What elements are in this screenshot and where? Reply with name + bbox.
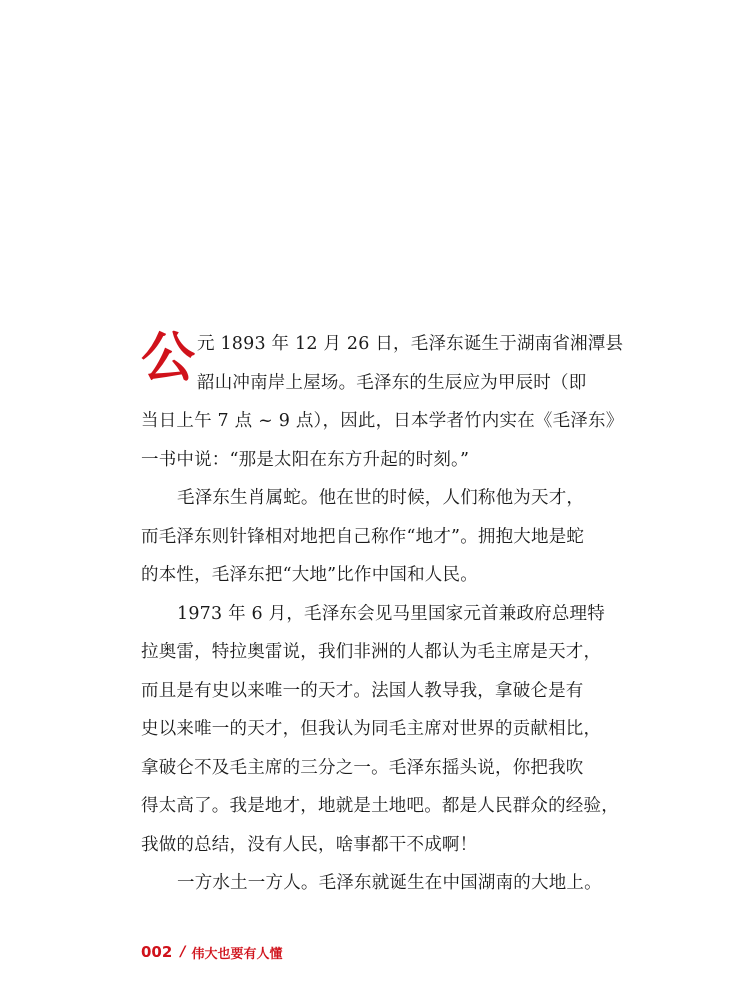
text-line: 而毛泽东则针锋相对地把自己称作“地才”。拥抱大地是蛇: [141, 526, 585, 547]
text-line: 当日上午 7 点 ~ 9 点），因此，日本学者竹内实在《毛泽东》: [141, 411, 624, 431]
text-line: 元 1893 年 12 月 26 日，毛泽东诞生于湖南省湘潭县: [197, 334, 624, 354]
text-line: 一方水土一方人。毛泽东就诞生在中国湖南的大地上。: [177, 873, 602, 893]
article-body: [141, 325, 624, 903]
text-line: 史以来唯一的天才，但我认为同毛主席对世界的贡献相比，: [141, 719, 602, 739]
book-title: 伟大也要有人懂: [191, 946, 283, 962]
text-line: 毛泽东生肖属蛇。他在世的时候，人们称他为天才，: [177, 488, 585, 508]
footer-separator: /: [180, 944, 186, 960]
text-line: 的本性，毛泽东把“大地”比作中国和人民。: [141, 565, 478, 585]
text-line: 拉奥雷，特拉奥雷说，我们非洲的人都认为毛主席是天才，: [141, 642, 602, 662]
text-line: 韶山冲南岸上屋场。毛泽东的生辰应为甲辰时（即: [197, 372, 587, 393]
paragraph-4: [141, 864, 617, 903]
text-line: 一书中说：“那是太阳在东方升起的时刻。”: [141, 449, 470, 470]
paragraph-3: [141, 595, 617, 865]
paragraph-2: [141, 479, 617, 595]
page-number: 002: [141, 943, 173, 961]
page-footer: [141, 942, 282, 962]
text-line: 我做的总结，没有人民，啥事都干不成啊！: [141, 834, 478, 855]
text-line: 而且是有史以来唯一的天才。法国人教导我，拿破仑是有: [141, 680, 584, 701]
text-line: 拿破仑不及毛主席的三分之一。毛泽东摇头说，你把我吹: [141, 757, 584, 778]
text-line: 得太高了。我是地才，地就是土地吧。都是人民群众的经验，: [141, 796, 619, 816]
paragraph-1: [141, 325, 624, 479]
text-line: 1973 年 6 月，毛泽东会见马里国家元首兼政府总理特: [177, 603, 605, 624]
drop-cap: 公: [141, 325, 195, 389]
